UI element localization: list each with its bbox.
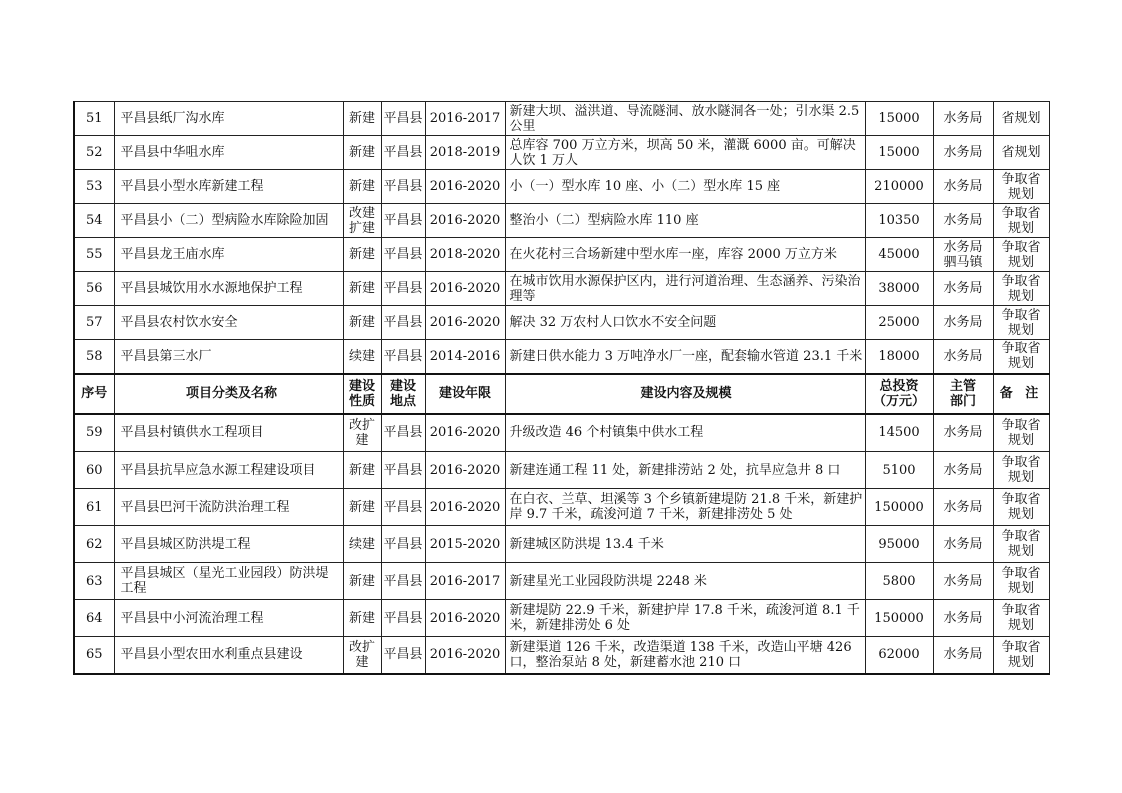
construction-period: 2016-2020 xyxy=(425,204,505,238)
table-row xyxy=(74,489,1049,526)
header-construction-location: 建设 地点 xyxy=(381,374,425,414)
construction-period: 2018-2020 xyxy=(425,238,505,272)
row-number: 62 xyxy=(74,526,114,563)
header-project-name: 项目分类及名称 xyxy=(114,374,343,414)
construction-period: 2015-2020 xyxy=(425,526,505,563)
table-row xyxy=(74,204,1049,238)
project-name: 平昌县巴河干流防洪治理工程 xyxy=(114,489,343,526)
construction-content: 总库容 700 万立方米，坝高 50 米，灌溉 6000 亩。可解决人饮 1 万人 xyxy=(505,136,865,170)
remark: 省规划 xyxy=(993,136,1049,170)
construction-location: 平昌县 xyxy=(381,306,425,340)
construction-location: 平昌县 xyxy=(381,414,425,452)
construction-location: 平昌县 xyxy=(381,489,425,526)
table-row xyxy=(74,563,1049,600)
construction-period: 2016-2020 xyxy=(425,272,505,306)
project-name: 平昌县城区防洪堤工程 xyxy=(114,526,343,563)
remark: 争取省规划 xyxy=(993,340,1049,374)
table-row xyxy=(74,340,1049,374)
total-investment: 38000 xyxy=(865,272,933,306)
construction-period: 2018-2019 xyxy=(425,136,505,170)
table-row xyxy=(74,414,1049,452)
construction-location: 平昌县 xyxy=(381,102,425,136)
project-name: 平昌县小（二）型病险水库除险加固 xyxy=(114,204,343,238)
construction-content: 新建大坝、溢洪道、导流隧洞、放水隧洞各一处；引水渠 2.5 公里 xyxy=(505,102,865,136)
table-header-row xyxy=(74,374,1049,414)
project-name: 平昌县第三水厂 xyxy=(114,340,343,374)
row-number: 65 xyxy=(74,637,114,674)
department: 水务局 xyxy=(933,489,993,526)
total-investment: 25000 xyxy=(865,306,933,340)
construction-location: 平昌县 xyxy=(381,170,425,204)
project-table-page xyxy=(73,101,1050,675)
construction-location: 平昌县 xyxy=(381,340,425,374)
department: 水务局 xyxy=(933,306,993,340)
construction-location: 平昌县 xyxy=(381,563,425,600)
project-table xyxy=(73,101,1050,675)
construction-period: 2016-2017 xyxy=(425,563,505,600)
row-number: 52 xyxy=(74,136,114,170)
construction-period: 2016-2020 xyxy=(425,637,505,674)
construction-content: 新建城区防洪堤 13.4 千米 xyxy=(505,526,865,563)
construction-type: 新建 xyxy=(343,272,381,306)
construction-period: 2016-2020 xyxy=(425,170,505,204)
total-investment: 15000 xyxy=(865,136,933,170)
table-row xyxy=(74,452,1049,489)
row-number: 57 xyxy=(74,306,114,340)
row-number: 60 xyxy=(74,452,114,489)
header-department: 主管 部门 xyxy=(933,374,993,414)
total-investment: 15000 xyxy=(865,102,933,136)
construction-location: 平昌县 xyxy=(381,204,425,238)
construction-type: 改扩建 xyxy=(343,637,381,674)
construction-content: 整治小（二）型病险水库 110 座 xyxy=(505,204,865,238)
total-investment: 5100 xyxy=(865,452,933,489)
total-investment: 5800 xyxy=(865,563,933,600)
construction-type: 新建 xyxy=(343,563,381,600)
table-row xyxy=(74,102,1049,136)
row-number: 53 xyxy=(74,170,114,204)
project-name: 平昌县纸厂沟水库 xyxy=(114,102,343,136)
remark: 争取省规划 xyxy=(993,563,1049,600)
project-name: 平昌县小型农田水利重点县建设 xyxy=(114,637,343,674)
construction-content: 在城市饮用水源保护区内，进行河道治理、生态涵养、污染治理等 xyxy=(505,272,865,306)
project-name: 平昌县龙王庙水库 xyxy=(114,238,343,272)
construction-content: 在火花村三合场新建中型水库一座，库容 2000 万立方米 xyxy=(505,238,865,272)
department: 水务局 xyxy=(933,414,993,452)
table-row xyxy=(74,272,1049,306)
construction-type: 改扩建 xyxy=(343,414,381,452)
header-number: 序号 xyxy=(74,374,114,414)
construction-type: 新建 xyxy=(343,306,381,340)
row-number: 51 xyxy=(74,102,114,136)
construction-content: 解决 32 万农村人口饮水不安全问题 xyxy=(505,306,865,340)
remark: 争取省规划 xyxy=(993,452,1049,489)
construction-content: 升级改造 46 个村镇集中供水工程 xyxy=(505,414,865,452)
total-investment: 150000 xyxy=(865,600,933,637)
remark: 争取省规划 xyxy=(993,526,1049,563)
construction-content: 新建堤防 22.9 千米，新建护岸 17.8 千米，疏浚河道 8.1 千米，新建排涝处 6 处 xyxy=(505,600,865,637)
construction-period: 2014-2016 xyxy=(425,340,505,374)
total-investment: 62000 xyxy=(865,637,933,674)
row-number: 58 xyxy=(74,340,114,374)
construction-location: 平昌县 xyxy=(381,272,425,306)
construction-period: 2016-2020 xyxy=(425,452,505,489)
project-name: 平昌县中小河流治理工程 xyxy=(114,600,343,637)
department: 水务局 xyxy=(933,102,993,136)
construction-period: 2016-2017 xyxy=(425,102,505,136)
construction-content: 新建日供水能力 3 万吨净水厂一座，配套输水管道 23.1 千米 xyxy=(505,340,865,374)
department: 水务局 xyxy=(933,272,993,306)
construction-content: 新建渠道 126 千米，改造渠道 138 千米，改造山平塘 426 口，整治泵站 8 处，新建蓄水池 210 口 xyxy=(505,637,865,674)
construction-type: 新建 xyxy=(343,136,381,170)
construction-type: 新建 xyxy=(343,489,381,526)
table-row xyxy=(74,600,1049,637)
department: 水务局 xyxy=(933,563,993,600)
construction-period: 2016-2020 xyxy=(425,306,505,340)
department: 水务局 xyxy=(933,136,993,170)
remark: 争取省规划 xyxy=(993,414,1049,452)
department: 水务局 xyxy=(933,452,993,489)
header-construction-period: 建设年限 xyxy=(425,374,505,414)
project-name: 平昌县小型水库新建工程 xyxy=(114,170,343,204)
table-row xyxy=(74,170,1049,204)
construction-location: 平昌县 xyxy=(381,238,425,272)
total-investment: 18000 xyxy=(865,340,933,374)
total-investment: 14500 xyxy=(865,414,933,452)
department: 水务局 驷马镇 xyxy=(933,238,993,272)
remark: 争取省规划 xyxy=(993,600,1049,637)
remark: 争取省规划 xyxy=(993,272,1049,306)
construction-content: 新建连通工程 11 处，新建排涝站 2 处，抗旱应急井 8 口 xyxy=(505,452,865,489)
total-investment: 95000 xyxy=(865,526,933,563)
remark: 争取省规划 xyxy=(993,238,1049,272)
department: 水务局 xyxy=(933,204,993,238)
construction-location: 平昌县 xyxy=(381,136,425,170)
total-investment: 45000 xyxy=(865,238,933,272)
remark: 争取省规划 xyxy=(993,489,1049,526)
construction-content: 小（一）型水库 10 座、小（二）型水库 15 座 xyxy=(505,170,865,204)
table-row xyxy=(74,136,1049,170)
construction-location: 平昌县 xyxy=(381,452,425,489)
total-investment: 150000 xyxy=(865,489,933,526)
construction-period: 2016-2020 xyxy=(425,489,505,526)
header-remark: 备 注 xyxy=(993,374,1049,414)
construction-content: 新建星光工业园段防洪堤 2248 米 xyxy=(505,563,865,600)
construction-location: 平昌县 xyxy=(381,526,425,563)
department: 水务局 xyxy=(933,170,993,204)
construction-type: 改建扩建 xyxy=(343,204,381,238)
header-construction-type: 建设 性质 xyxy=(343,374,381,414)
construction-period: 2016-2020 xyxy=(425,600,505,637)
row-number: 61 xyxy=(74,489,114,526)
remark: 省规划 xyxy=(993,102,1049,136)
department: 水务局 xyxy=(933,600,993,637)
construction-location: 平昌县 xyxy=(381,600,425,637)
construction-type: 新建 xyxy=(343,170,381,204)
construction-type: 续建 xyxy=(343,526,381,563)
header-total-investment: 总投资 （万元） xyxy=(865,374,933,414)
construction-content: 在白衣、兰草、坦溪等 3 个乡镇新建堤防 21.8 千米，新建护岸 9.7 千米，疏浚河道 7 千米，新建排涝处 5 处 xyxy=(505,489,865,526)
table-row xyxy=(74,238,1049,272)
row-number: 56 xyxy=(74,272,114,306)
project-name: 平昌县农村饮水安全 xyxy=(114,306,343,340)
construction-type: 新建 xyxy=(343,238,381,272)
remark: 争取省规划 xyxy=(993,637,1049,674)
department: 水务局 xyxy=(933,637,993,674)
construction-type: 新建 xyxy=(343,102,381,136)
row-number: 64 xyxy=(74,600,114,637)
department: 水务局 xyxy=(933,526,993,563)
project-name: 平昌县村镇供水工程项目 xyxy=(114,414,343,452)
remark: 争取省规划 xyxy=(993,204,1049,238)
remark: 争取省规划 xyxy=(993,170,1049,204)
construction-location: 平昌县 xyxy=(381,637,425,674)
remark: 争取省规划 xyxy=(993,306,1049,340)
table-row xyxy=(74,637,1049,674)
department: 水务局 xyxy=(933,340,993,374)
construction-period: 2016-2020 xyxy=(425,414,505,452)
total-investment: 10350 xyxy=(865,204,933,238)
row-number: 55 xyxy=(74,238,114,272)
table-row xyxy=(74,306,1049,340)
row-number: 59 xyxy=(74,414,114,452)
row-number: 54 xyxy=(74,204,114,238)
project-name: 平昌县中华咀水库 xyxy=(114,136,343,170)
construction-type: 续建 xyxy=(343,340,381,374)
project-name: 平昌县城区（星光工业园段）防洪堤 工程 xyxy=(114,563,343,600)
header-construction-content: 建设内容及规模 xyxy=(505,374,865,414)
table-row xyxy=(74,526,1049,563)
construction-type: 新建 xyxy=(343,600,381,637)
total-investment: 210000 xyxy=(865,170,933,204)
project-name: 平昌县城饮用水水源地保护工程 xyxy=(114,272,343,306)
construction-type: 新建 xyxy=(343,452,381,489)
project-name: 平昌县抗旱应急水源工程建设项目 xyxy=(114,452,343,489)
row-number: 63 xyxy=(74,563,114,600)
